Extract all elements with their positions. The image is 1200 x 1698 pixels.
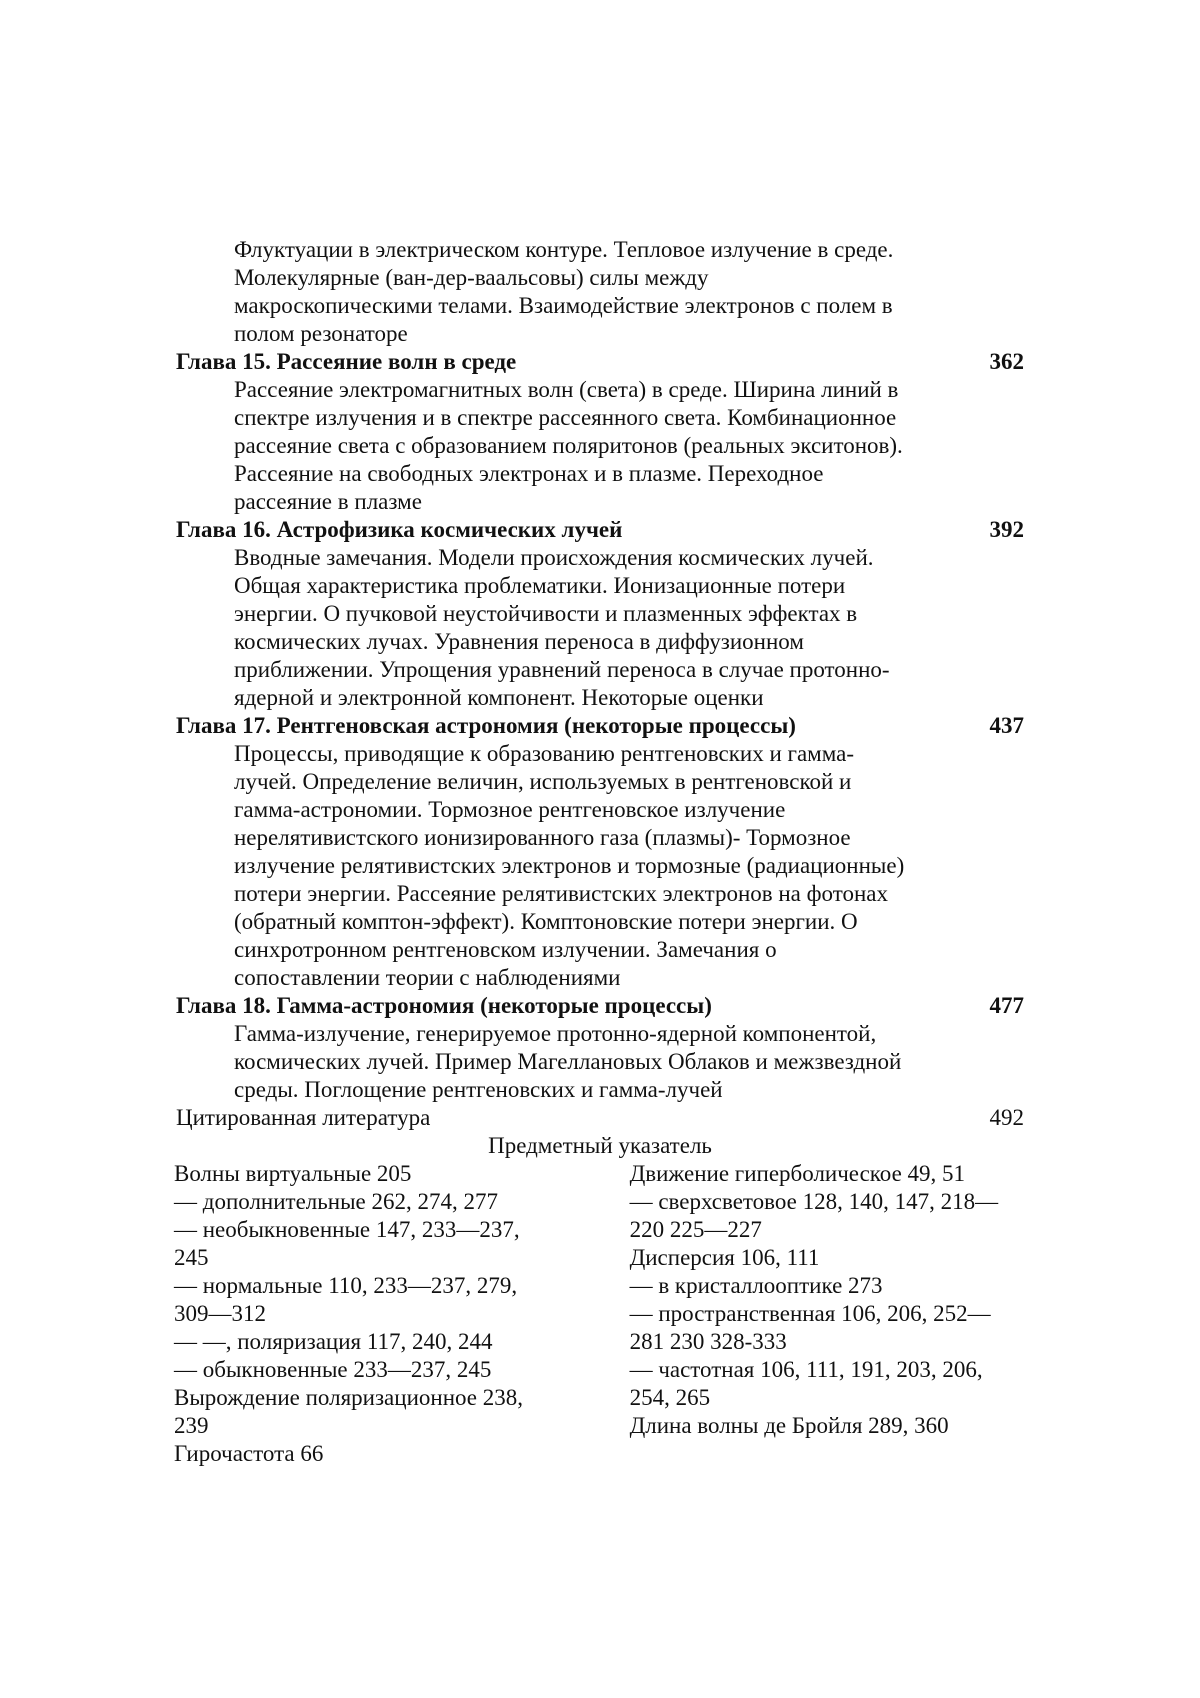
- chapter-16-heading[interactable]: [176, 516, 1024, 544]
- index-entry-line: — необыкновенные 147, 233—237,: [174, 1217, 520, 1242]
- description-line: Рассеяние электромагнитных волн (света) в среде. Ширина линий в: [234, 377, 899, 402]
- index-entry-line: — частотная 106, 111, 191, 203, 206,: [629, 1357, 983, 1382]
- index-entry: [174, 1216, 630, 1272]
- description-line: гамма-астрономии. Тормозное рентгеновское излучение: [234, 797, 786, 822]
- index-entry-line: — пространственная 106, 206, 252—: [629, 1301, 991, 1326]
- chapter-page-number: 437: [989, 713, 1024, 738]
- index-entry: [174, 1160, 630, 1188]
- index-entry: [630, 1244, 1024, 1272]
- description-line: Общая характеристика проблематики. Ионизационные потери: [234, 573, 846, 598]
- index-entry: [630, 1412, 1024, 1440]
- chapter-17-heading[interactable]: [176, 712, 1024, 740]
- index-entry: [174, 1356, 630, 1384]
- index-entry-line: Вырождение поляризационное 238,: [174, 1385, 523, 1410]
- description-line: спектре излучения и в спектре рассеянного света. Комбинационное: [234, 405, 897, 430]
- toc-page: [176, 236, 1024, 1468]
- index-entry-line: — дополнительные 262, 274, 277: [174, 1189, 498, 1214]
- index-column-left: [174, 1160, 630, 1468]
- index-entry-line: — сверхсветовое 128, 140, 147, 218—: [629, 1189, 999, 1214]
- description-line: рассеяние в плазме: [234, 489, 422, 514]
- chapter-17-description: [176, 740, 954, 992]
- index-entry: [174, 1328, 630, 1356]
- index-entry-line: — обыкновенные 233—237, 245: [174, 1357, 492, 1382]
- description-line: космических лучей. Пример Магеллановых Облаков и межзвездной: [234, 1049, 902, 1074]
- index-entry-line: Дисперсия 106, 111: [629, 1245, 820, 1270]
- description-line: синхротронном рентгеновском излучении. Замечания о: [234, 937, 777, 962]
- index-entry-line: Длина волны де Бройля 289, 360: [629, 1413, 949, 1438]
- chapter-16-description: [176, 544, 954, 712]
- description-line: ядерной и электронной компонент. Некоторые оценки: [234, 685, 764, 710]
- index-entry-line: 220 225—227: [629, 1217, 762, 1242]
- index-heading: Предметный указатель: [488, 1133, 712, 1158]
- description-line: энергии. О пучковой неустойчивости и плазменных эффектах в: [234, 601, 858, 626]
- index-entry: [174, 1272, 630, 1328]
- index-entry-line: Гирочастота 66: [174, 1441, 324, 1466]
- chapter-18-heading[interactable]: [176, 992, 1024, 1020]
- description-line: лучей. Определение величин, используемых в рентгеновской и: [234, 769, 852, 794]
- description-line: Процессы, приводящие к образованию рентгеновских и гамма-: [234, 741, 854, 766]
- description-line: космических лучах. Уравнения переноса в диффузионном: [234, 629, 804, 654]
- description-line: (обратный комптон-эффект). Комптоновские потери энергии. О: [234, 909, 858, 934]
- chapter-14-description: [176, 236, 954, 348]
- index-entry: [630, 1188, 1024, 1244]
- description-line: потери энергии. Рассеяние релятивистских электронов на фотонах: [234, 881, 888, 906]
- chapter-page-number: 392: [989, 517, 1024, 542]
- index-entry-line: Движение гиперболическое 49, 51: [629, 1161, 966, 1186]
- index-entry-line: 309—312: [174, 1301, 266, 1326]
- chapter-18-description: [176, 1020, 954, 1104]
- index-entry: [174, 1440, 630, 1468]
- literature-page-number: 492: [989, 1105, 1024, 1130]
- index-entry: [630, 1356, 1024, 1412]
- chapter-page-number: 362: [989, 349, 1024, 374]
- description-line: Молекулярные (ван-дер-ваальсовы) силы между: [234, 265, 709, 290]
- index-column-right: [630, 1160, 1024, 1468]
- index-entry: [630, 1160, 1024, 1188]
- index-entry-line: — нормальные 110, 233—237, 279,: [174, 1273, 518, 1298]
- chapter-15-description: [176, 376, 954, 516]
- description-line: Гамма-излучение, генерируемое протонно-ядерной компонентой,: [234, 1021, 877, 1046]
- description-line: Рассеяние на свободных электронах и в плазме. Переходное: [234, 461, 824, 486]
- description-line: Вводные замечания. Модели происхождения космических лучей.: [234, 545, 874, 570]
- index-entry-line: 254, 265: [629, 1385, 711, 1410]
- chapter-title: Глава 15. Рассеяние волн в среде: [176, 349, 517, 374]
- description-line: излучение релятивистских электронов и тормозные (радиационные): [234, 853, 905, 878]
- literature-entry[interactable]: [176, 1104, 1024, 1132]
- index-entry-line: 239: [174, 1413, 209, 1438]
- index-entry-line: — —, поляризация 117, 240, 244: [174, 1329, 493, 1354]
- index-entry-line: Волны виртуальные 205: [174, 1161, 412, 1186]
- index-entry: [174, 1384, 630, 1440]
- index-entry-line: — в кристаллооптике 273: [629, 1273, 883, 1298]
- index-entry: [630, 1272, 1024, 1300]
- index-entry: [630, 1300, 1024, 1356]
- description-line: полом резонаторе: [234, 321, 408, 346]
- description-line: макроскопическими телами. Взаимодействие электронов с полем в: [234, 293, 893, 318]
- description-line: нерелятивистского ионизированного газа (плазмы)- Тормозное: [234, 825, 851, 850]
- chapter-page-number: 477: [989, 993, 1024, 1018]
- index-columns: [174, 1160, 1024, 1468]
- description-line: сопоставлении теории с наблюдениями: [234, 965, 621, 990]
- index-entry-line: 245: [174, 1245, 209, 1270]
- chapter-title: Глава 18. Гамма-астрономия (некоторые процессы): [176, 993, 712, 1018]
- index-entry: [174, 1188, 630, 1216]
- description-line: среды. Поглощение рентгеновских и гамма-лучей: [234, 1077, 723, 1102]
- description-line: Флуктуации в электрическом контуре. Тепловое излучение в среде.: [234, 237, 894, 262]
- chapter-title: Глава 16. Астрофизика космических лучей: [176, 517, 623, 542]
- chapter-15-heading[interactable]: [176, 348, 1024, 376]
- index-entry-line: 281 230 328-333: [629, 1329, 787, 1354]
- description-line: рассеяние света с образованием поляритонов (реальных экситонов).: [234, 433, 903, 458]
- chapter-title: Глава 17. Рентгеновская астрономия (некоторые процессы): [176, 713, 796, 738]
- literature-title: Цитированная литература: [176, 1105, 431, 1130]
- description-line: приближении. Упрощения уравнений переноса в случае протонно-: [234, 657, 890, 682]
